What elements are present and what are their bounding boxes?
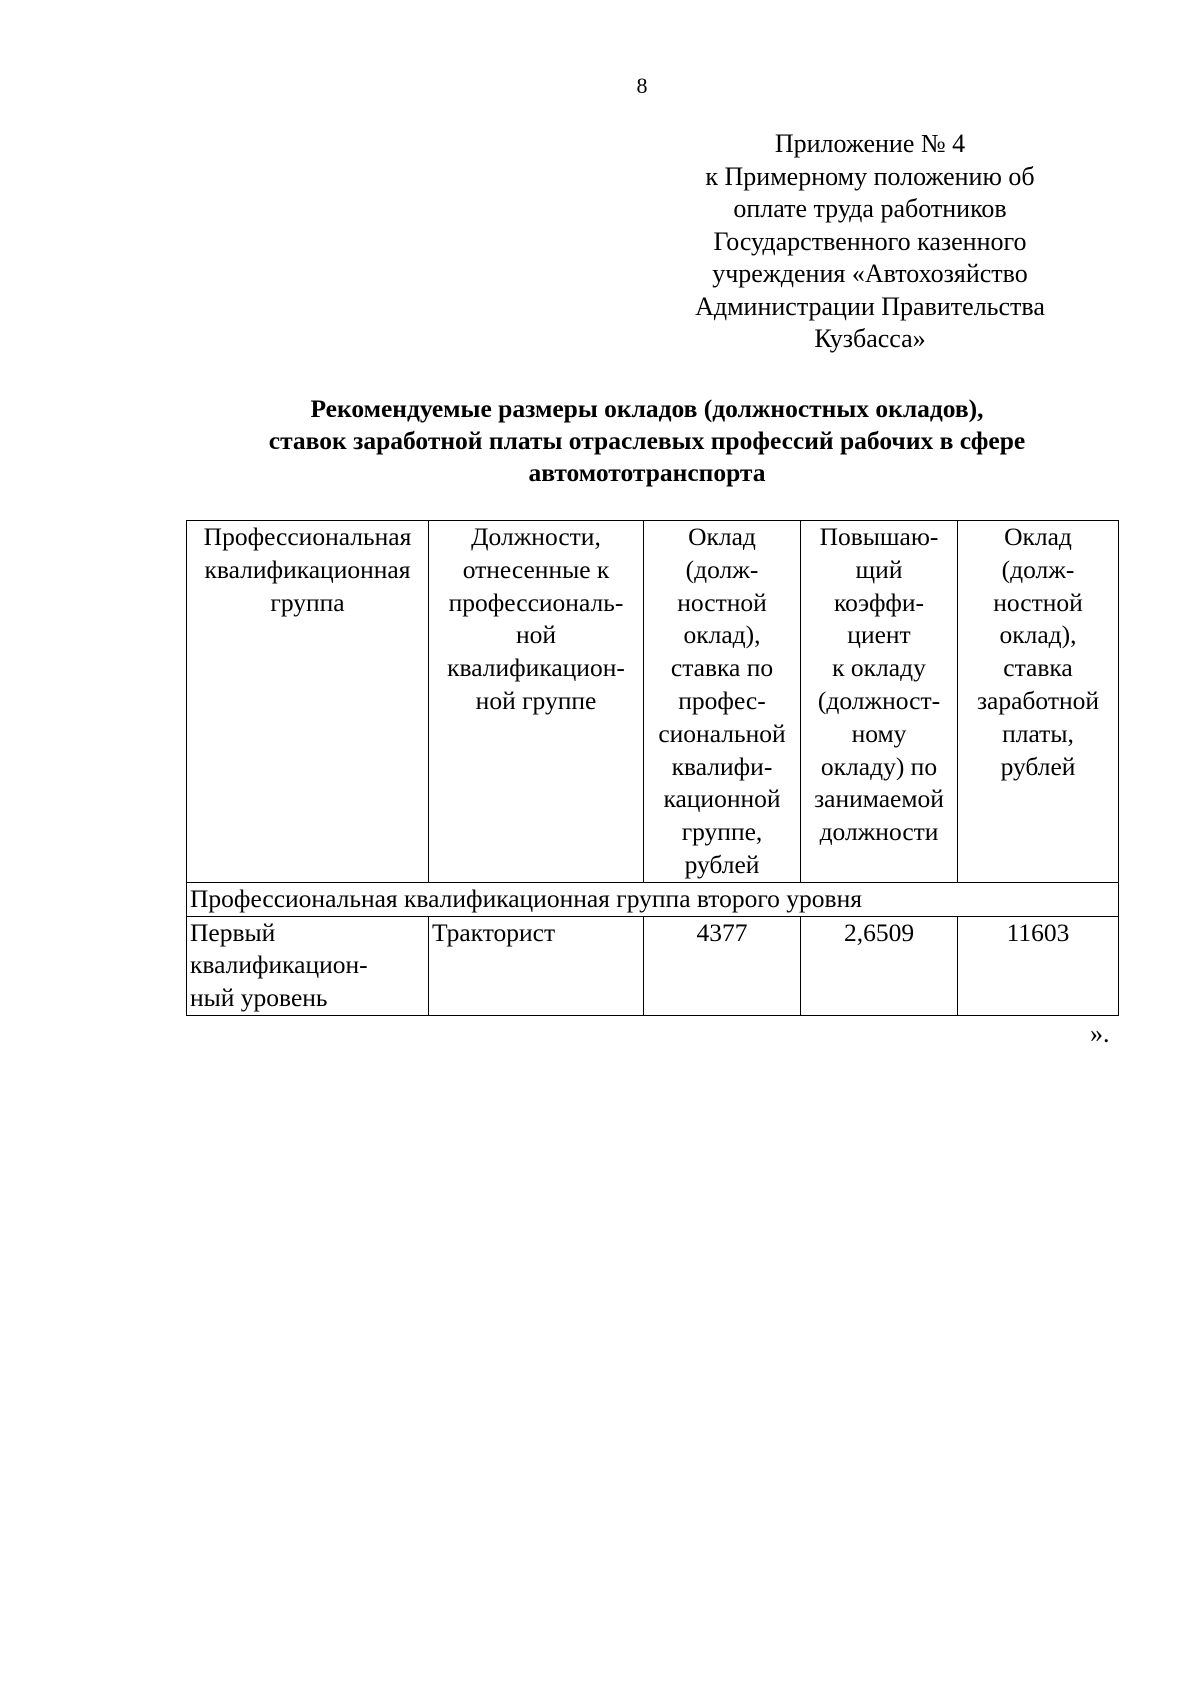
header-cell-base-salary: Оклад (долж- ностной оклад), ставка по профес- сиональной квалифи- кационной группе, рублей <box>644 521 801 883</box>
appendix-line: Администрации Правительства <box>695 291 1045 321</box>
title-line: Рекомендуемые размеры окладов (должностных окладов), <box>310 394 984 423</box>
appendix-line: Кузбасса» <box>814 324 926 353</box>
header-cell-positions: Должности, отнесенные к профессиональ- ной квалификацион- ной группе <box>429 521 644 883</box>
appendix-line: оплате труда работников <box>733 194 1007 223</box>
header-cell-coefficient: Повышаю- щий коэффи- циент к окладу (должност- ному окладу) по занимаемой должности <box>801 521 958 883</box>
appendix-line: к Примерному положению об <box>705 161 1035 191</box>
header-cell-total-salary: Оклад (долж- ностной оклад), ставка заработной платы, рублей <box>958 521 1119 883</box>
appendix-line: Приложение № 4 <box>774 129 966 158</box>
table-group-row <box>187 882 1119 916</box>
group-row-label: Профессиональная квалификационная группа второго уровня <box>187 882 1119 916</box>
title-line: автомототранспорта <box>528 458 766 487</box>
header-cell-professional-group: Профессиональная квалификационная группа <box>187 521 429 883</box>
cell-position: Тракторист <box>429 916 644 1015</box>
closing-quote-mark: ». <box>1090 1019 1110 1048</box>
cell-coefficient: 2,6509 <box>801 916 958 1015</box>
appendix-line: Государственного казенного <box>713 226 1027 256</box>
salary-table <box>186 520 1119 1016</box>
cell-total-salary: 11603 <box>958 916 1119 1015</box>
table-row <box>187 916 1119 1015</box>
cell-base-salary: 4377 <box>644 916 801 1015</box>
table-header-row <box>187 521 1119 883</box>
appendix-line: учреждения «Автохозяйство <box>712 259 1028 288</box>
page-number: 8 <box>636 73 648 98</box>
title-line: ставок заработной платы отраслевых профессий рабочих в сфере <box>268 426 1026 455</box>
cell-qualification-level: Первый квалификацион- ный уровень <box>187 916 429 1015</box>
appendix-header <box>660 128 1080 356</box>
document-title <box>190 393 1104 489</box>
